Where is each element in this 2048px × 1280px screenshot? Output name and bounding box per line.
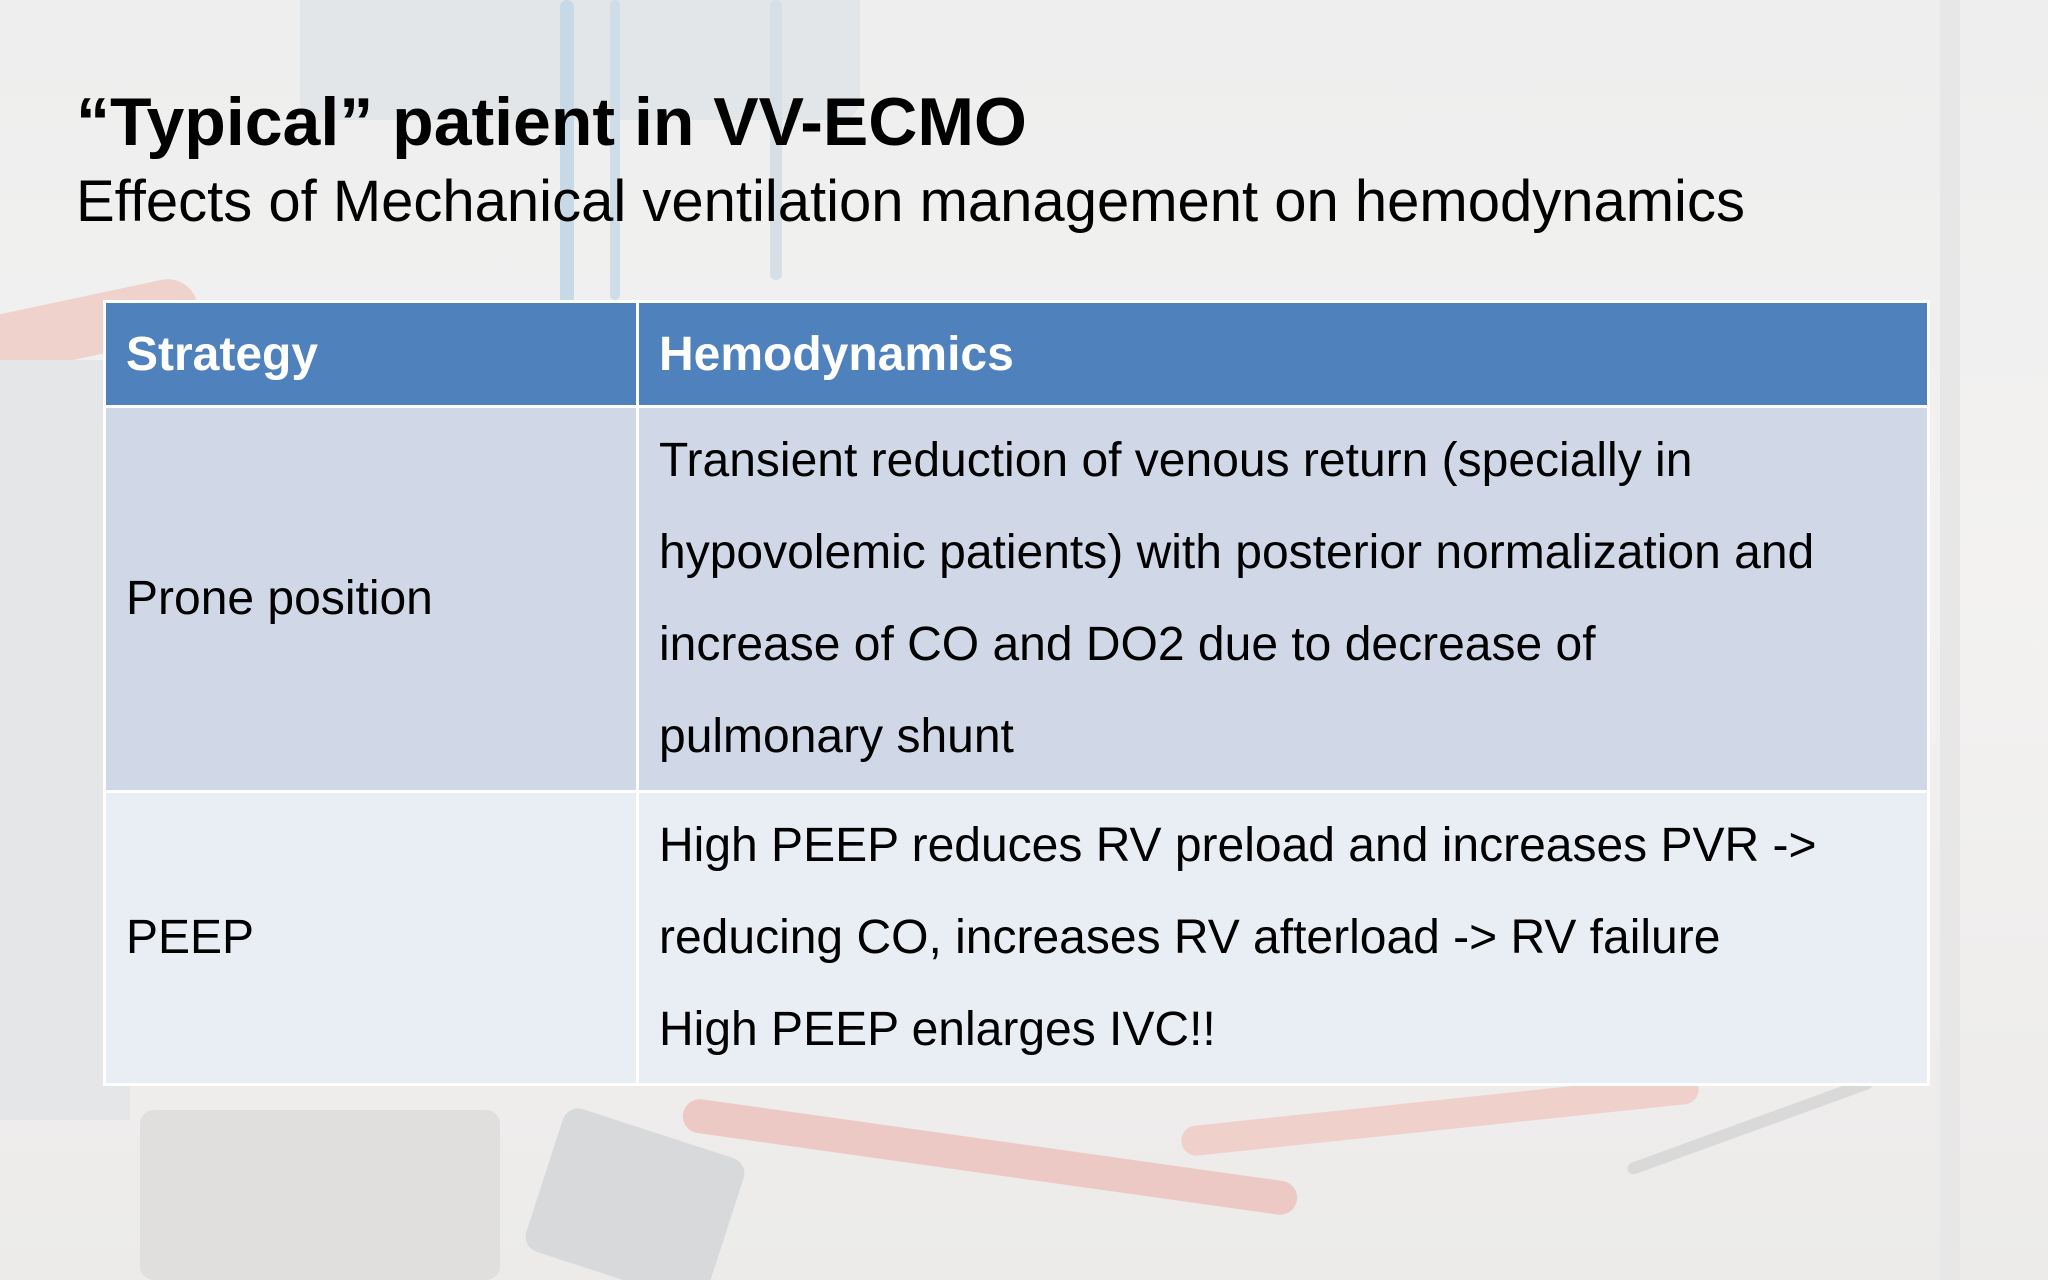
table-row — [105, 407, 1929, 792]
table — [103, 300, 1930, 1086]
slide-subtitle: Effects of Mechanical ventilation management on hemodynamics — [76, 169, 1745, 234]
cell-hemodynamics — [638, 792, 1929, 1085]
background-console — [140, 1110, 500, 1280]
cell-line: hypovolemic patients) with posterior normalization and — [659, 526, 1815, 579]
slide-title: “Typical” patient in VV-ECMO — [76, 84, 1027, 160]
background-stand — [1940, 0, 1960, 1280]
header-strategy: Strategy — [105, 302, 638, 407]
table-row — [105, 792, 1929, 1085]
cell-line: High PEEP reduces RV preload and increases PVR -> — [659, 819, 1817, 872]
cell-line: increase of CO and DO2 due to decrease of — [659, 618, 1596, 671]
cell-line: pulmonary shunt — [659, 710, 1014, 763]
cell-strategy: Prone position — [105, 407, 638, 792]
cell-hemodynamics — [638, 407, 1929, 792]
strategy-table — [103, 300, 1927, 1086]
background-blood-line — [681, 1097, 1300, 1217]
cell-line: reducing CO, increases RV afterload -> RV failure — [659, 911, 1721, 964]
cell-strategy: PEEP — [105, 792, 638, 1085]
cell-line: High PEEP enlarges IVC!! — [659, 1003, 1216, 1056]
header-hemodynamics: Hemodynamics — [638, 302, 1929, 407]
cell-line: Transient reduction of venous return (specially in — [659, 434, 1693, 487]
table-header-row — [105, 302, 1929, 407]
